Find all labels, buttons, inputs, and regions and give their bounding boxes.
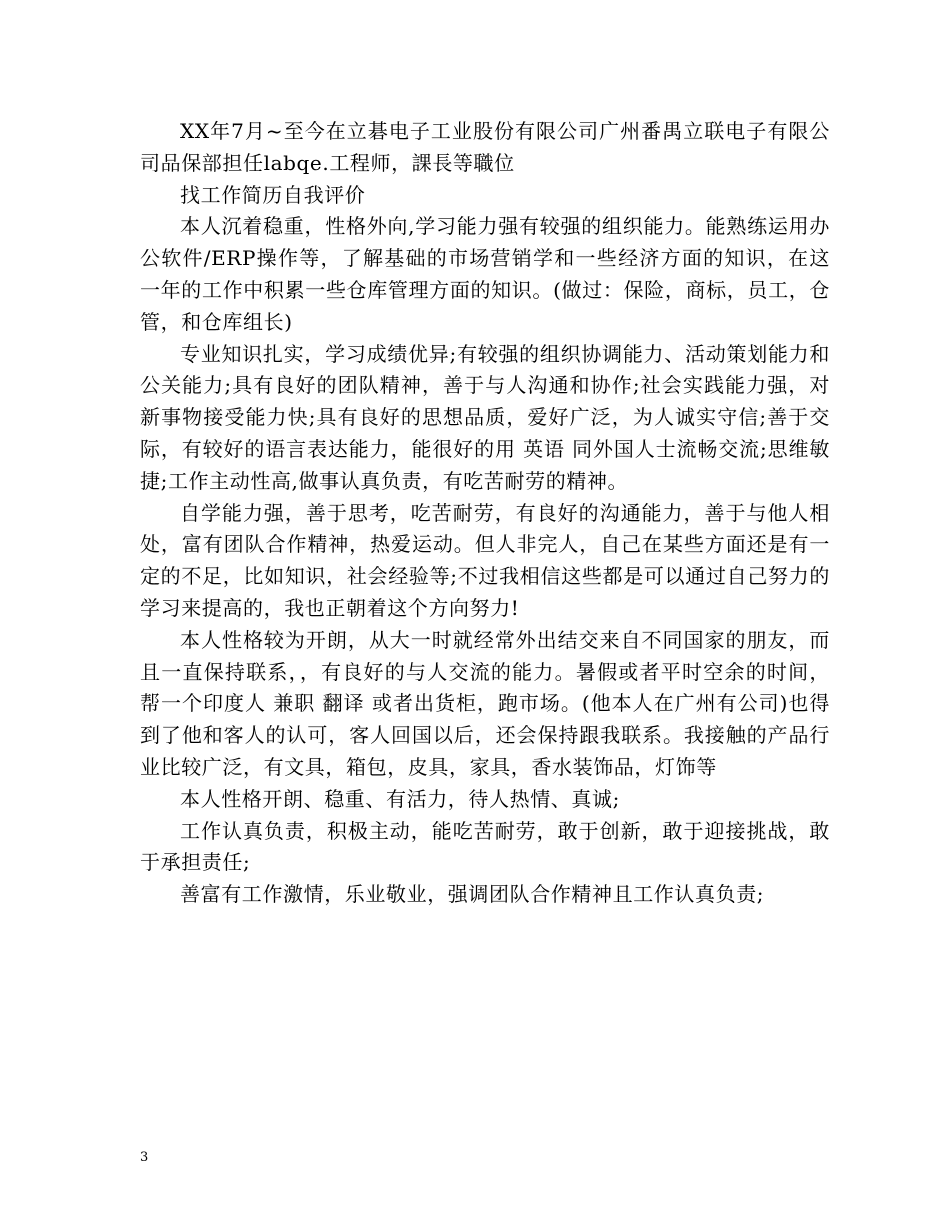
paragraph-self-evaluation-7: 善富有工作激情，乐业敬业，强调团队合作精神且工作认真负责; xyxy=(180,882,765,907)
paragraph-self-evaluation-6: 工作认真负责，积极主动，能吃苦耐劳，敢于创新，敢于迎接挑战，敢于承担责任; xyxy=(140,818,830,875)
paragraph-self-evaluation-1: 本人沉着稳重，性格外向,学习能力强有较强的组织能力。能熟练运用办公软件/ERP操作等，了解基础的市场营销学和一些经济方面的知识，在这一年的工作中积累一些仓库管理方面的知识。(做过：保险，商标，员工，仓管，和仓库组长) xyxy=(140,214,830,334)
paragraph-self-evaluation-5: 本人性格开朗、稳重、有活力，待人热情、真诚; xyxy=(180,786,620,811)
page-number: 3 xyxy=(140,1150,149,1165)
document-body xyxy=(140,116,830,911)
paragraph-heading-self-evaluation: 找工作简历自我评价 xyxy=(180,182,366,207)
paragraph-work-history: XX年7月~至今在立碁电子工业股份有限公司广州番禺立联电子有限公司品保部担任labqe.工程师，課長等職位 xyxy=(140,119,830,175)
paragraph-self-evaluation-4: 本人性格较为开朗，从大一时就经常外出结交来自不同国家的朋友，而且一直保持联系，，有良好的与人交流的能力。暑假或者平时空余的时间，帮一个印度人 兼职 翻译 或者出货柜，跑市场。(他本人在广州有公司)也得到了他和客人的认可，客人回国以后，还会保持跟我联系。我接触的产品行业比较广泛，有文具，箱包，皮具，家具，香水装饰品，灯饰等 xyxy=(140,627,830,779)
paragraph-self-evaluation-2: 专业知识扎实，学习成绩优异;有较强的组织协调能力、活动策划能力和公关能力;具有良好的团队精神，善于与人沟通和协作;社会实践能力强，对新事物接受能力快;具有良好的思想品质，爱好广泛，为人诚实守信;善于交际，有较好的语言表达能力，能很好的用 英语 同外国人士流畅交流;思维敏捷;工作主动性高,做事认真负责，有吃苦耐劳的精神。 xyxy=(140,341,830,493)
paragraph-self-evaluation-3: 自学能力强，善于思考，吃苦耐劳，有良好的沟通能力，善于与他人相处，富有团队合作精神，热爱运动。但人非完人，自己在某些方面还是有一定的不足，比如知识，社会经验等;不过我相信这些都是可以通过自己努力的学习来提高的，我也正朝着这个方向努力! xyxy=(140,500,830,620)
